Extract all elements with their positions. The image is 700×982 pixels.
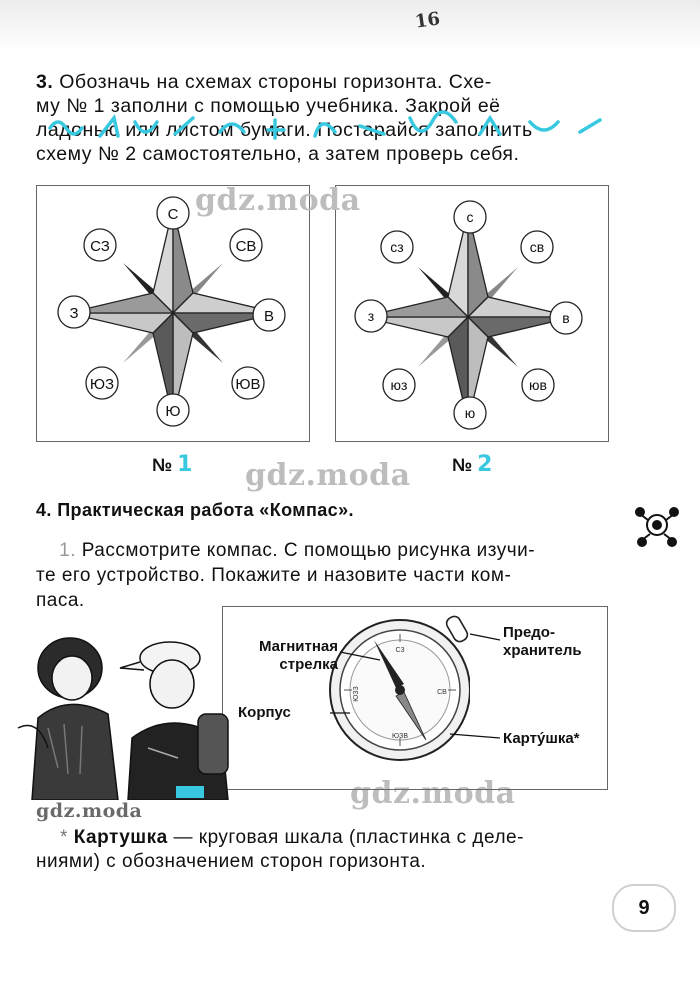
footnote-marker: * (60, 827, 68, 848)
task4-step-number: 1. (59, 540, 76, 561)
page-number: 9 (612, 884, 676, 932)
callout-card: Картýшка* (503, 730, 580, 747)
task3-line-4: схему № 2 самостоятельно, а затем проверь себя. (36, 143, 520, 165)
scheme2-label-n: с (466, 209, 474, 225)
top-decorative-strip (0, 0, 700, 52)
scheme-1-caption-number: 1 (177, 452, 193, 477)
callout-guard-line-1: Предо- (503, 624, 555, 641)
scheme-2-caption-number: 2 (477, 452, 493, 477)
footnote-line-1: — круговая шкала (пластинка с деле- (167, 827, 524, 848)
scheme1-label-sw: ЮЗ (89, 376, 115, 393)
mascot-icon (632, 500, 682, 550)
task4-line-1: Рассмотрите компас. С помощью рисунка изучи- (81, 540, 536, 561)
scheme1-label-e: В (263, 308, 275, 325)
scheme-2-caption (452, 452, 492, 477)
callout-needle-line-2: стрелка (279, 656, 338, 673)
task4-line-3: паса. (36, 590, 85, 611)
task3-line-3: ладонью или листом бумаги. Постарайся заполнить (36, 119, 533, 141)
scheme1-label-n: С (167, 206, 179, 223)
dial-mark-s: ЮЗВ (392, 733, 408, 740)
children-illustration (8, 628, 238, 800)
dial-mark-n: С3 (395, 647, 405, 654)
watermark-3: gdz.moda (350, 776, 516, 811)
scheme-1-caption-prefix: № (152, 455, 173, 475)
scheme2-label-ne: св (529, 239, 545, 255)
scheme1-label-s: Ю (165, 403, 181, 420)
dial-mark-w: ЮЗЗ (353, 686, 360, 702)
handwriting-scribble (30, 108, 630, 158)
scheme2-label-s: ю (464, 405, 476, 421)
scheme1-label-ne: СВ (235, 238, 257, 255)
callout-lines (300, 630, 520, 750)
task3-line-2: му № 1 заполни с помощью учебника. Закрой её (36, 95, 501, 117)
scheme1-label-nw: СЗ (90, 238, 110, 255)
task3-line-1: Обозначь на схемах стороны горизонта. Схе- (59, 71, 492, 93)
scheme1-label-se: ЮВ (235, 376, 261, 393)
task3-number: 3. (36, 71, 54, 93)
watermark-small: gdz.moda (36, 800, 143, 822)
task4-text (36, 538, 611, 613)
watermark-1: gdz.moda (195, 183, 361, 218)
footnote-line-2: ниями) с обозначением сторон горизонта. (36, 851, 427, 872)
callout-body: Корпус (238, 704, 291, 721)
scheme2-label-se: юв (529, 377, 547, 393)
top-page-number: 16 (413, 8, 442, 33)
callout-needle-line-1: Магнитная (258, 638, 338, 655)
compass-rose-2 (335, 185, 607, 443)
footnote (60, 826, 605, 850)
task4-number: 4. (36, 500, 52, 520)
task4-title: Практическая работа «Компас». (57, 500, 354, 520)
dial-mark-e: СВ (437, 689, 447, 696)
watermark-2: gdz.moda (245, 458, 411, 493)
callout-guard-line-2: хранитель (503, 642, 582, 659)
scheme1-label-w: З (69, 305, 79, 322)
scheme2-label-nw: сз (390, 239, 404, 255)
scheme2-label-sw: юз (390, 377, 408, 393)
task4-heading (36, 500, 354, 521)
task4-line-2: те его устройство. Покажите и назовите части ком- (36, 565, 512, 586)
compass-rose-1 (36, 185, 308, 443)
scheme2-label-w: з (367, 308, 375, 324)
footnote-term: Картушка (73, 827, 168, 848)
scheme2-label-e: в (562, 310, 570, 326)
scheme-1-caption (152, 452, 192, 477)
scheme-2-caption-prefix: № (452, 455, 473, 475)
